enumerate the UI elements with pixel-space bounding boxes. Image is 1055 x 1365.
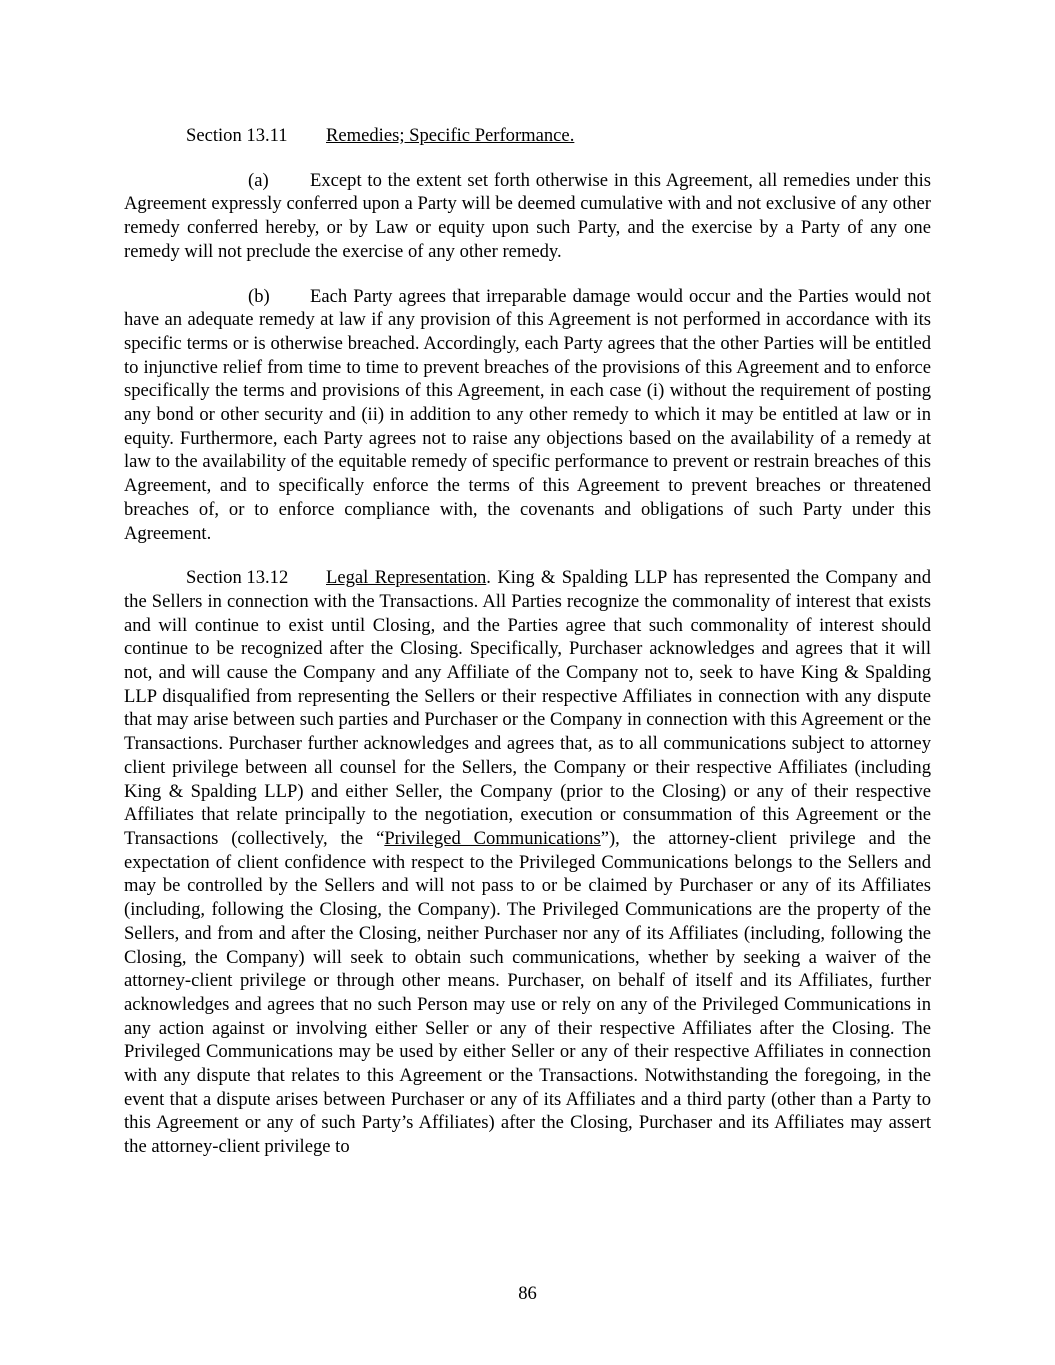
paragraph-label: (a): [248, 169, 269, 191]
page-number: 86: [518, 1283, 537, 1304]
paragraph-13-11-b: [124, 285, 931, 546]
paragraph-text-2: ”), the attorney-client privilege and the expectation of client confidence with respect to the Privileged Communications belongs to the Sellers and may be controlled by the Sellers and will not pass to or be claimed by Purchaser or any of its Affiliates (including, following the Closing, the Company). The Privileged Communications are the property of the Sellers, and from and after the Closing, neither Purchaser nor any of its Affiliates (including, following the Closing, the Company) will seek to obtain such communications, whether by seeking a waiver of the attorney-client privilege or through other means. Purchaser, on behalf of itself and its Affiliates, further acknowledges and agrees that no such Person may use or rely on any of the Privileged Communications in any action against or involving either Seller or any of their respective Affiliates after the Closing. The Privileged Communications may be used by either Seller or any of their respective Affiliates in connection with any dispute that relates to this Agreement or the Transactions. Notwithstanding the foregoing, in the event that a dispute arises between Purchaser or any of its Affiliates and a third party (other than a Party to this Agreement or any of such Party’s Affiliates) after the Closing, Purchaser and its Affiliates may assert the attorney-client privilege to: [124, 827, 931, 1158]
defined-term: Privileged Communications: [384, 827, 601, 849]
section-number: Section 13.11: [186, 125, 288, 146]
paragraph-13-11-a: [124, 169, 931, 264]
section-13-11-heading: [124, 124, 931, 148]
paragraph-label: (b): [248, 285, 270, 307]
section-title: Remedies; Specific Performance.: [326, 125, 575, 146]
section-title: Legal Representation: [326, 567, 487, 589]
section-title-period: .: [486, 567, 491, 589]
section-13-12-paragraph: [124, 566, 931, 1159]
paragraph-text: Except to the extent set forth otherwise in this Agreement, all remedies under this Agreement expressly conferred upon a Party will be deemed cumulative with and not exclusive of any other remedy conferred hereby, or by Law or equity upon such Party, and the exercise by a Party of any one remedy will not preclude the exercise of any other remedy.: [124, 169, 931, 262]
section-number: Section 13.12: [186, 567, 289, 589]
document-page: [124, 124, 931, 1180]
paragraph-text: Each Party agrees that irreparable damage would occur and the Parties would not have an adequate remedy at law if any provision of this Agreement is not performed in accordance with its specific terms or is otherwise breached. Accordingly, each Party agrees that the other Parties will be entitled to injunctive relief from time to time to prevent breaches of the provisions of this Agreement and to enforce specifically the terms and provisions of this Agreement, in each case (i) without the requirement of posting any bond or other security and (ii) in addition to any other remedy to which it may be entitled at law or in equity. Furthermore, each Party agrees not to raise any objections based on the availability of a remedy at law to the availability of the equitable remedy of specific performance to prevent or restrain breaches of this Agreement, and to specifically enforce the terms of this Agreement to prevent breaches or threatened breaches of, or to enforce compliance with, the covenants and obligations of such Party under this Agreement.: [124, 285, 931, 544]
paragraph-text-1: King & Spalding LLP has represented the Company and the Sellers in connection with the Transactions. All Parties recognize the commonality of interest that exists and will continue to exist until Closing, and the Parties agree that such commonality of interest should continue to be recognized after the Closing. Specifically, Purchaser acknowledges and agrees that it will not, and will cause the Company and any Affiliate of the Company not to, seek to have King & Spalding LLP disqualified from representing the Sellers or their respective Affiliates in connection with any dispute that may arise between such parties and Purchaser or the Company in connection with this Agreement or the Transactions. Purchaser further acknowledges and agrees that, as to all communications subject to attorney client privilege between all counsel for the Sellers, the Company or their respective Affiliates (including King & Spalding LLP) and either Seller, the Company (prior to the Closing) or any of their respective Affiliates that relate principally to the negotiation, execution or consummation of this Agreement or the Transactions (collectively, the “: [124, 567, 931, 849]
